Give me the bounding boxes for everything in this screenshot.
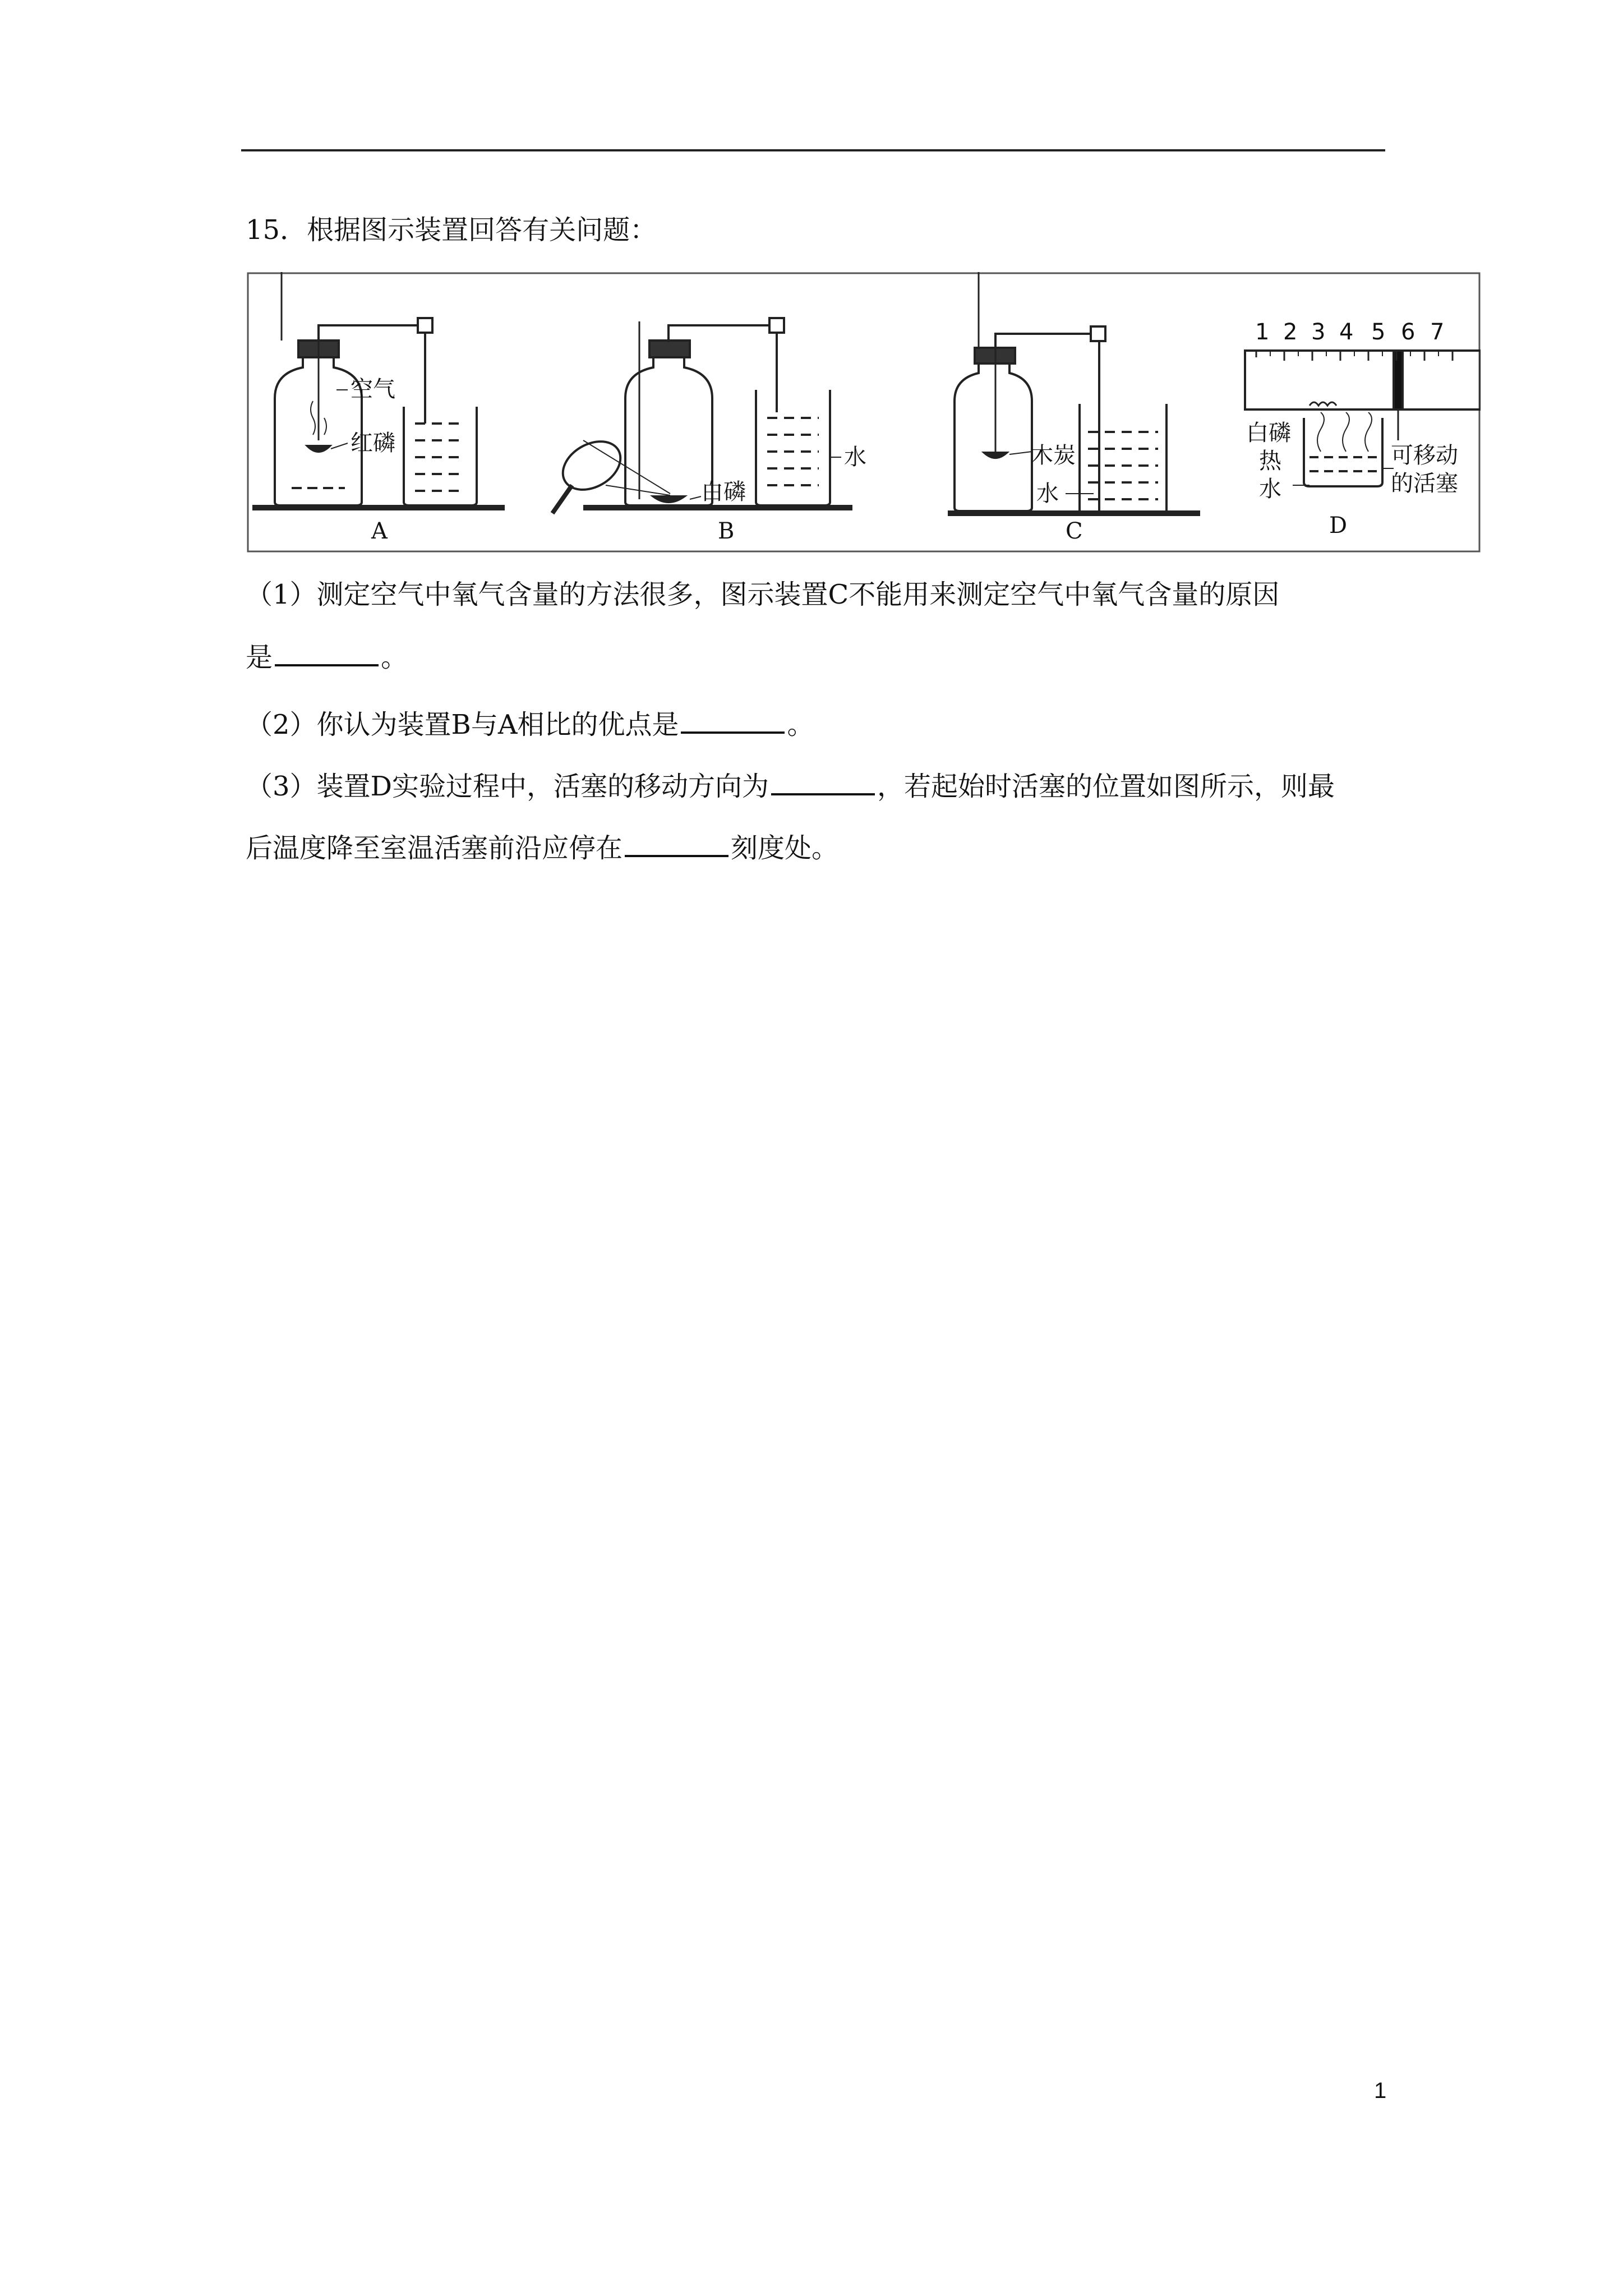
scale-2: 2	[1283, 319, 1298, 345]
label-d-piston-1: 可移动	[1391, 443, 1458, 468]
question-3-line2-prefix: 后温度降至室温活塞前沿应停在	[246, 832, 623, 864]
label-c-water: 水	[1036, 481, 1059, 507]
answer-blank-4[interactable]	[625, 830, 728, 857]
label-d-piston-2: 的活塞	[1391, 471, 1458, 496]
question-3-line2	[246, 830, 838, 865]
question-2-suffix: 。	[787, 709, 814, 740]
question-2-prefix: （2）你认为装置B与A相比的优点是	[246, 709, 679, 740]
scale-5: 5	[1371, 319, 1386, 345]
page-number: 1	[1374, 2078, 1387, 2103]
question-1-line2	[246, 639, 408, 674]
scale-1: 1	[1255, 319, 1270, 345]
question-title: 15．根据图示装置回答有关问题：	[246, 214, 657, 246]
header-rule	[241, 149, 1385, 151]
label-a-air: 空气	[351, 376, 395, 402]
label-d-hot: 热	[1259, 448, 1281, 474]
question-3-line2-suffix: 刻度处。	[731, 832, 839, 864]
caption-c: C	[1066, 518, 1083, 544]
label-c-charcoal: 木炭	[1031, 443, 1076, 468]
label-b-white-phosphorus: 白磷	[701, 479, 746, 505]
apparatus-c	[948, 272, 1200, 513]
question-1-line1: （1）测定空气中氧气含量的方法很多，图示装置C不能用来测定空气中氧气含量的原因	[246, 579, 1280, 610]
scale-6: 6	[1401, 319, 1415, 345]
label-a-red-phosphorus: 红磷	[351, 430, 395, 456]
question-2	[246, 707, 814, 742]
label-b-water: 水	[844, 444, 866, 470]
scale-3: 3	[1311, 319, 1326, 345]
question-3-line1	[246, 769, 1335, 803]
apparatus-figure	[247, 272, 1481, 553]
answer-blank-1[interactable]	[275, 639, 379, 666]
label-d-water: 水	[1259, 476, 1281, 502]
question-3-middle: ，若起始时活塞的位置如图所示，则最	[877, 771, 1335, 802]
caption-a: A	[371, 518, 388, 544]
answer-blank-2[interactable]	[681, 707, 785, 734]
scale-4: 4	[1339, 319, 1354, 345]
question-1-suffix: 。	[381, 642, 408, 673]
caption-d: D	[1329, 513, 1348, 539]
answer-blank-3[interactable]	[771, 769, 875, 795]
label-d-white-phosphorus: 白磷	[1246, 420, 1291, 446]
question-3-prefix: （3）装置D实验过程中，活塞的移动方向为	[246, 771, 769, 802]
caption-b: B	[718, 518, 735, 544]
scale-7: 7	[1430, 319, 1445, 345]
apparatus-diagram	[247, 272, 1481, 553]
question-1-prefix: 是	[246, 642, 273, 673]
